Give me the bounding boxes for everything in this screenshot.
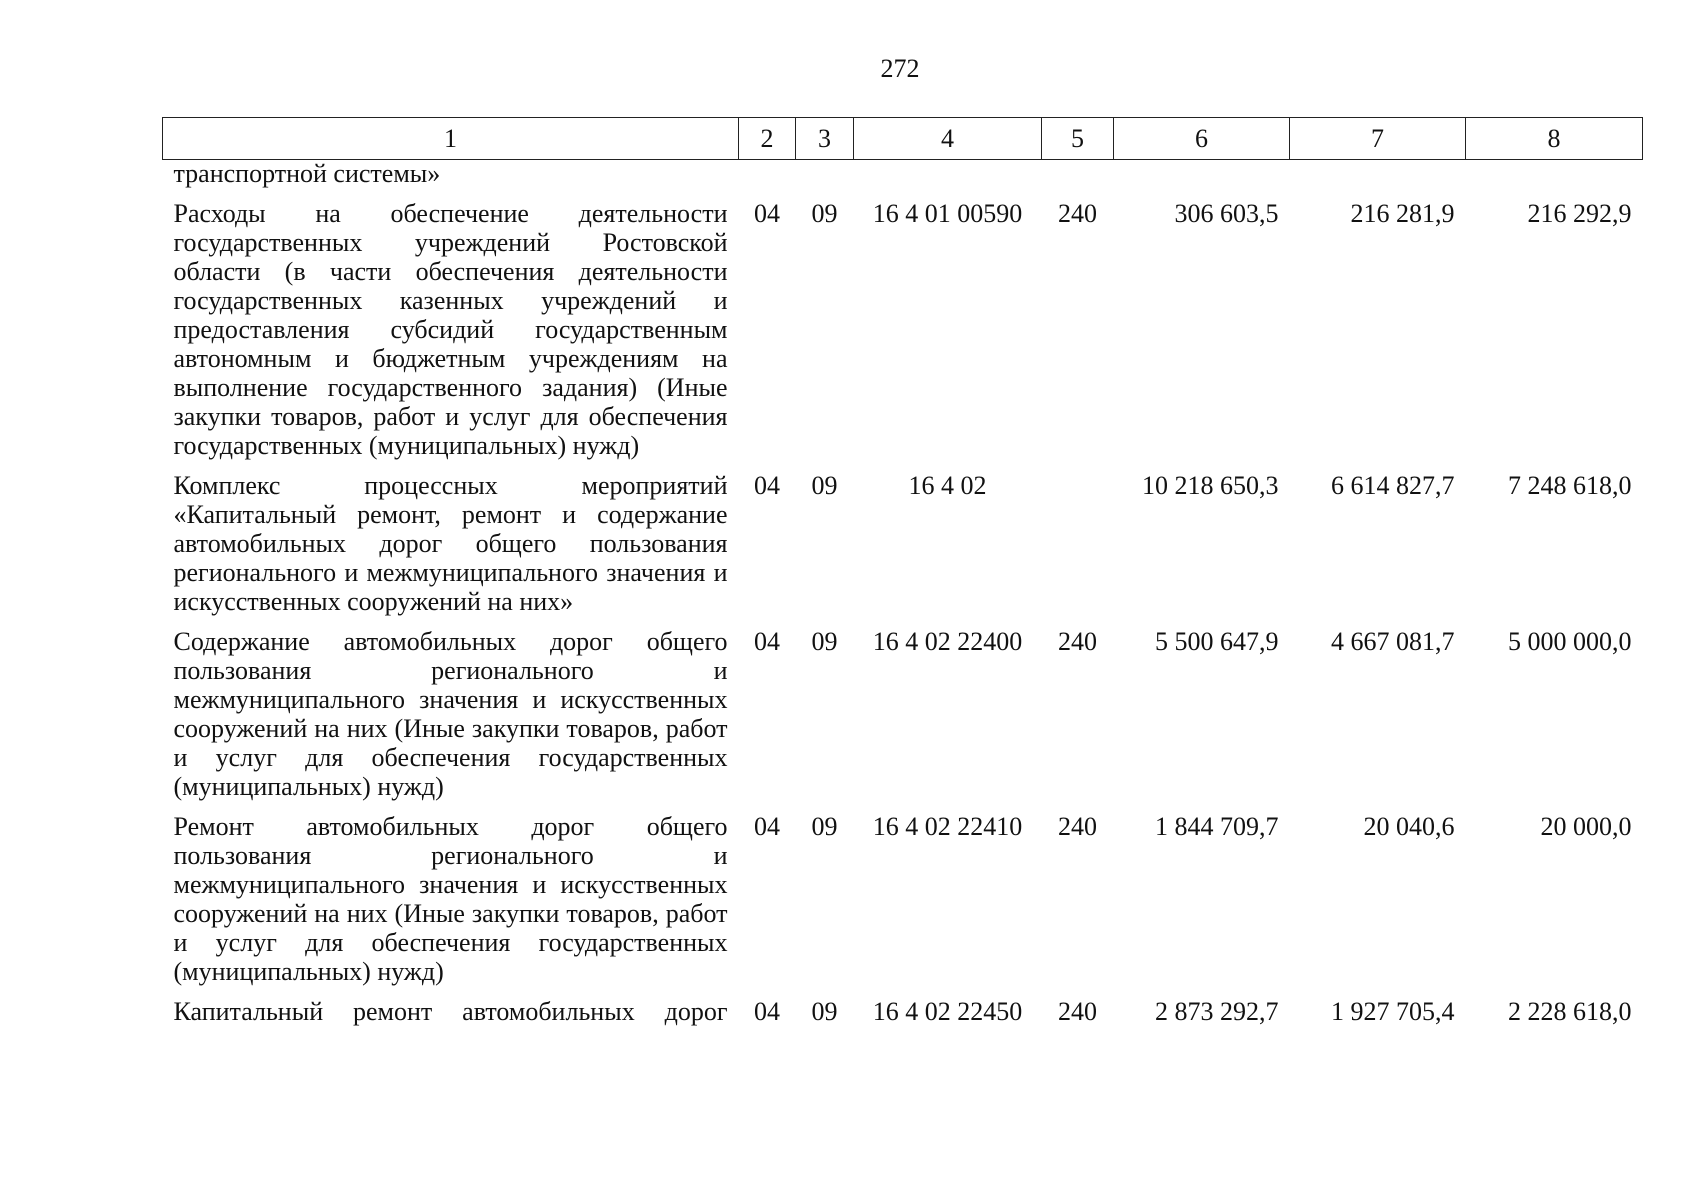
table-row <box>163 986 1643 1026</box>
header-row <box>163 118 1643 160</box>
row-vr: 240 <box>1058 997 1097 1026</box>
row-year2: 4 667 081,7 <box>1331 627 1455 656</box>
row-csr: 16 4 01 00590 <box>872 199 1023 228</box>
row-year2: 20 040,6 <box>1363 812 1455 841</box>
header-col-3: 3 <box>796 118 854 160</box>
row-csr: 16 4 02 22450 <box>872 997 1023 1026</box>
row-rz: 04 <box>754 627 780 656</box>
row-csr: 16 4 02 22410 <box>872 812 1023 841</box>
row-csr: 16 4 02 22400 <box>872 627 1023 656</box>
row-name: Комплекс процессных мероприятий «Капитальный ремонт, ремонт и содержание автомобильных дорог общего пользования регионального и межмуниципального значения и искусственных сооружений на них» <box>173 471 728 616</box>
row-pr: 09 <box>811 627 838 656</box>
row-year3: 2 228 618,0 <box>1508 997 1632 1026</box>
budget-table <box>162 117 1643 1026</box>
row-year1: 10 218 650,3 <box>1142 471 1279 500</box>
row-rz: 04 <box>754 199 780 228</box>
row-year3: 20 000,0 <box>1540 812 1632 841</box>
header-col-8: 8 <box>1466 118 1643 160</box>
table-row <box>163 460 1643 616</box>
header-col-6: 6 <box>1114 118 1290 160</box>
row-year3: 5 000 000,0 <box>1508 627 1632 656</box>
header-col-5: 5 <box>1042 118 1114 160</box>
row-vr: 240 <box>1058 812 1097 841</box>
table-header <box>163 118 1643 160</box>
row-year1: 306 603,5 <box>1174 199 1279 228</box>
row-year3: 216 292,9 <box>1527 199 1632 228</box>
header-col-2: 2 <box>739 118 796 160</box>
row-pr: 09 <box>811 812 838 841</box>
row-year1: 1 844 709,7 <box>1155 812 1279 841</box>
row-year2: 216 281,9 <box>1350 199 1455 228</box>
row-year2: 6 614 827,7 <box>1331 471 1455 500</box>
row-year1: 5 500 647,9 <box>1155 627 1279 656</box>
row-pr: 09 <box>811 199 838 228</box>
row-rz: 04 <box>754 997 780 1026</box>
row-year2: 1 927 705,4 <box>1331 997 1455 1026</box>
row-pr: 09 <box>811 471 838 500</box>
table-body <box>163 160 1643 1027</box>
header-col-1: 1 <box>163 118 739 160</box>
table-row <box>163 616 1643 801</box>
row-vr: 240 <box>1058 199 1097 228</box>
continuation-row <box>163 160 1643 189</box>
continuation-text: транспортной системы» <box>173 159 441 188</box>
table-row <box>163 188 1643 460</box>
row-year1: 2 873 292,7 <box>1155 997 1279 1026</box>
row-pr: 09 <box>811 997 838 1026</box>
row-name: Расходы на обеспечение деятельности государственных учреждений Ростовской области (в части обеспечения деятельности государственных казенных учреждений и предоставления субсидий государственным автономным и бюджетным учреждениям на выполнение государственного задания) (Иные закупки товаров, работ и услуг для обеспечения государственных (муниципальных) нужд) <box>173 199 728 460</box>
row-year3: 7 248 618,0 <box>1508 471 1632 500</box>
header-col-7: 7 <box>1290 118 1466 160</box>
table-row <box>163 801 1643 986</box>
row-name: Капитальный ремонт автомобильных дорог <box>173 997 728 1026</box>
row-csr: 16 4 02 <box>908 471 987 500</box>
row-vr: 240 <box>1058 627 1097 656</box>
header-col-4: 4 <box>854 118 1042 160</box>
row-name: Содержание автомобильных дорог общего пользования регионального и межмуниципального значения и искусственных сооружений на них (Иные закупки товаров, работ и услуг для обеспечения государственных (муниципальных) нужд) <box>173 627 728 801</box>
page-number: 272 <box>880 54 920 83</box>
row-name: Ремонт автомобильных дорог общего пользования регионального и межмуниципального значения и искусственных сооружений на них (Иные закупки товаров, работ и услуг для обеспечения государственных (муниципальных) нужд) <box>173 812 728 986</box>
row-rz: 04 <box>754 471 780 500</box>
row-vr <box>1042 460 1114 616</box>
row-rz: 04 <box>754 812 780 841</box>
